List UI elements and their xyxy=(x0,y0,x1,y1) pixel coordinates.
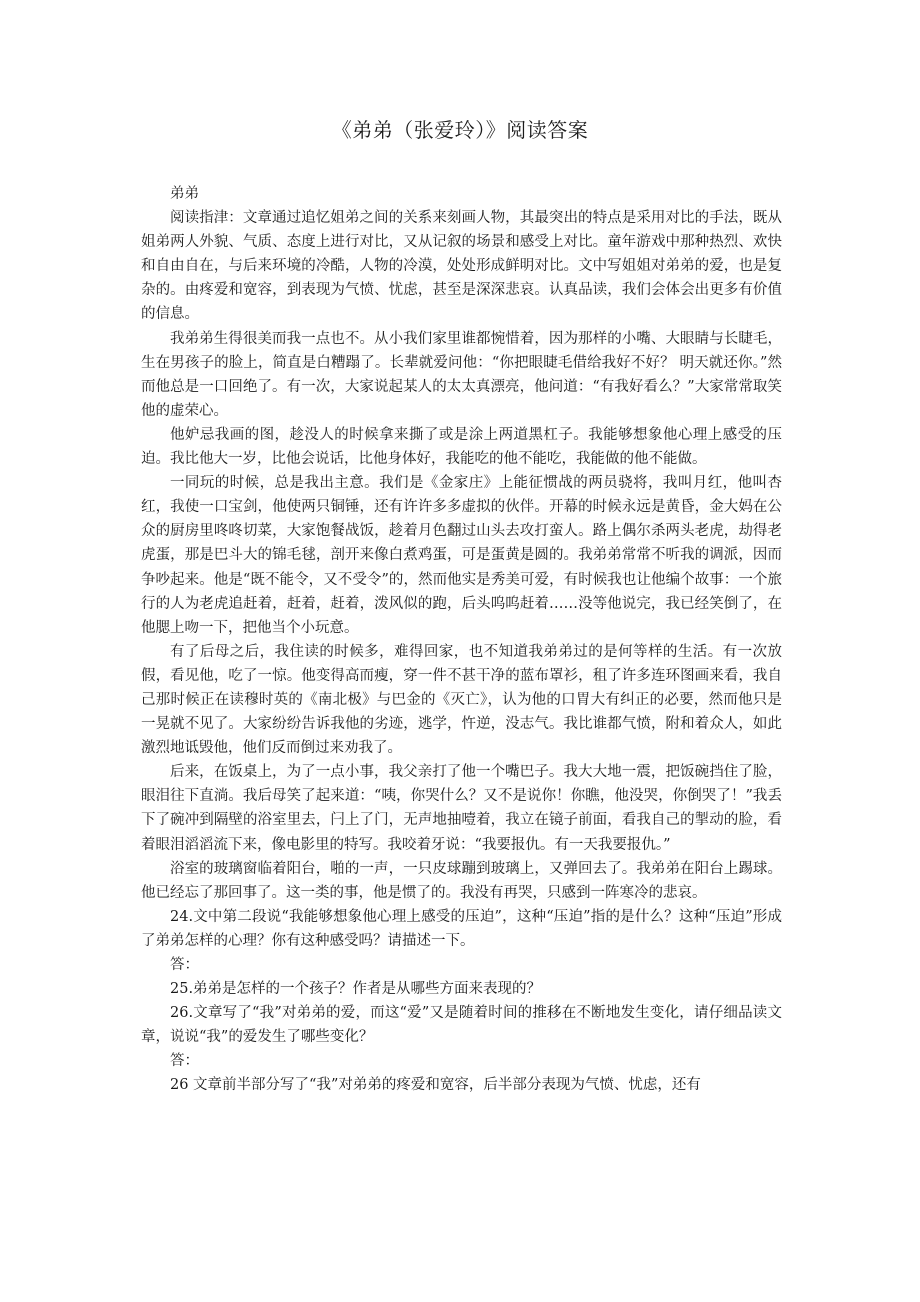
answer-label: 答： xyxy=(170,957,199,973)
section-heading: 弟弟 xyxy=(170,186,199,202)
question-25: 25.弟弟是怎样的一个孩子？作者是从哪些方面来表现的？ xyxy=(170,981,542,998)
document-body xyxy=(141,182,782,1098)
body-paragraph: 有了后母之后，我住读的时候多，难得回家，也不知道我弟弟过的是何等样的生活。有一次放假，看见他，吃了一惊。他变得高而瘦，穿一件不甚干净的蓝布罩衫，租了许多连环图画来看，我自己那时候正在读穆时英的《南北极》与巴金的《灭亡》，认为他的口胃大有纠正的必要，然而他只是一晃就不见了。大家纷纷告诉我他的劣迹，逃学，忤逆，没志气。我比谁都气愤，附和着众人，如此激烈地诋毁他，他们反而倒过来劝我了。 xyxy=(141,643,782,757)
reading-guide-paragraph: 阅读指津：文章通过追忆姐弟之间的关系来刻画人物，其最突出的特点是采用对比的手法，既从姐弟两人外貌、气质、态度上进行对比，又从记叙的场景和感受上对比。童年游戏中那种热烈、欢快和自由自在，与后来环境的冷酷，人物的冷漠，处处形成鲜明对比。文中写姐姐对弟弟的爱，也是复杂的。由疼爱和宽容，到表现为气愤、忧虑，甚至是深深悲哀。认真品读，我们会体会出更多有价值的信息。 xyxy=(141,210,782,323)
answer-label: 答： xyxy=(170,1053,199,1070)
document-title: 《弟弟（张爱玲）》阅读答案 xyxy=(331,118,589,142)
body-paragraph: 他妒忌我画的图，趁没人的时候拿来撕了或是涂上两道黑杠子。我能够想象他心理上感受的压迫。我比他大一岁，比他会说话，比他身体好，我能吃的他不能吃，我能做的他不能做。 xyxy=(141,426,782,468)
question-24: 24.文中第二段说“我能够想象他心理上感受的压迫”，这种“压迫”指的是什么？这种“压迫”形成了弟弟怎样的心理？你有这种感受吗？请描述一下。 xyxy=(141,908,782,949)
body-paragraph: 浴室的玻璃窗临着阳台，啪的一声，一只皮球蹦到玻璃上，又弹回去了。我弟弟在阳台上踢球。他已经忘了那回事了。这一类的事，他是惯了的。我没有再哭，只感到一阵寒冷的悲哀。 xyxy=(141,860,782,901)
body-paragraph: 后来，在饭桌上，为了一点小事，我父亲打了他一个嘴巴子。我大大地一震，把饭碗挡住了脸，眼泪往下直淌。我后母笑了起来道：“咦，你哭什么？又不是说你！你瞧，他没哭，你倒哭了！”我丢下了碗冲到隔壁的浴室里去，闩上了门，无声地抽噎着，我立在镜子前面，看我自己的掣动的脸，看着眼泪滔滔流下来，像电影里的特写。我咬着牙说：“我要报仇。有一天我要报仇。” xyxy=(141,764,782,853)
body-paragraph: 一同玩的时候，总是我出主意。我们是《金家庄》上能征惯战的两员骁将，我叫月红，他叫杏红，我使一口宝剑，他使两只铜锤，还有许许多多虚拟的伙伴。开幕的时候永远是黄昏，金大妈在公众的厨房里咚咚切菜，大家饱餐战饭，趁着月色翻过山头去攻打蛮人。路上偶尔杀两头老虎，劫得老虎蛋，那是巴斗大的锦毛毬，剖开来像白煮鸡蛋，可是蛋黄是圆的。我弟弟常常不听我的调派，因而争吵起来。他是“既不能令，又不受令”的，然而他实是秀美可爱，有时候我也让他编个故事：一个旅行的人为老虎追赶着，赶着，赶着，泼风似的跑，后头呜呜赶着……没等他说完，我已经笑倒了，在他腮上吻一下，把他当个小玩意。 xyxy=(141,475,782,636)
body-paragraph: 我弟弟生得很美而我一点也不。从小我们家里谁都惋惜着，因为那样的小嘴、大眼睛与长睫毛，生在男孩子的脸上，简直是白糟蹋了。长辈就爱问他：“你把眼睫毛借给我好不好？ 明天就还你。”然而他总是一口回绝了。有一次，大家说起某人的太太真漂亮，他问道：“有我好看么？”大家常常取笑他的虚荣心。 xyxy=(141,330,782,419)
answer-26-text: 26 文章前半部分写了“我”对弟弟的疼爱和宽容，后半部分表现为气愤、忧虑，还有 xyxy=(170,1077,701,1094)
question-26: 26.文章写了“我”对弟弟的爱，而这“爱”又是随着时间的推移在不断地发生变化，请仔细品读文章，说说“我”的爱发生了哪些变化？ xyxy=(141,1005,782,1046)
